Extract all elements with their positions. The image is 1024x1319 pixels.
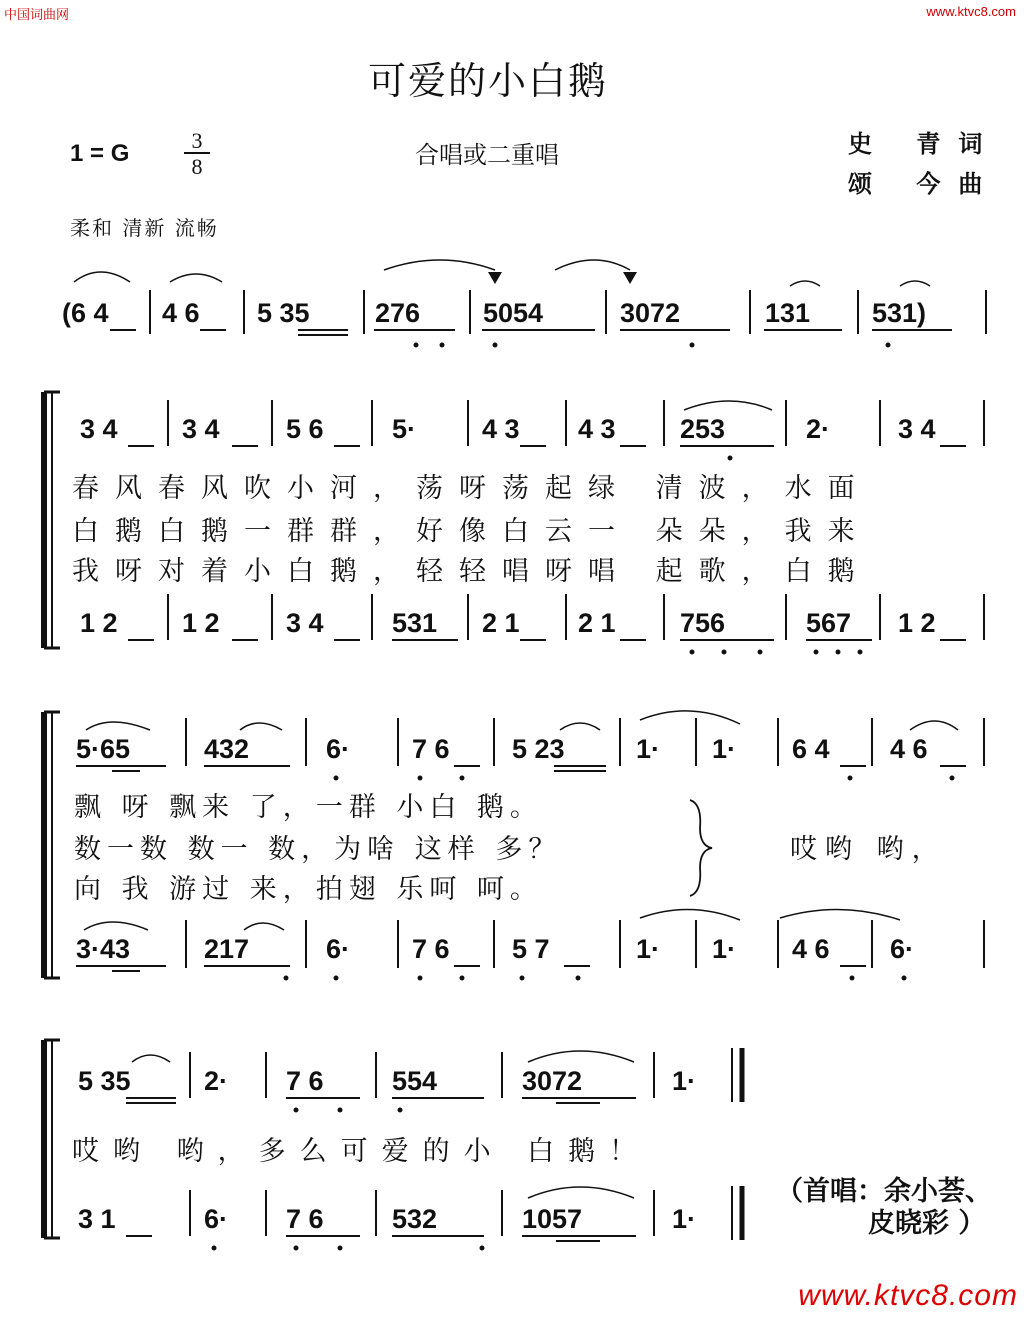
- s3l-slur: [528, 1187, 634, 1198]
- s2l-m4: 7 6: [412, 934, 450, 964]
- s3l-underlines: [126, 1236, 636, 1241]
- s2u-dots: [334, 776, 955, 781]
- s3l-m1: 3 1: [78, 1204, 116, 1234]
- system-2: [44, 711, 984, 981]
- s1u-m4: 5·: [392, 414, 417, 444]
- time-sig-bottom: 8: [191, 154, 203, 179]
- s1l-m6: 2 1: [578, 608, 616, 638]
- s2l-m3: 6·: [326, 934, 351, 964]
- s1l-m2: 1 2: [182, 608, 220, 638]
- s2l-m8: 4 6: [792, 934, 830, 964]
- intro-line: [62, 260, 986, 348]
- watermark-right: www.ktvc8.com: [926, 4, 1016, 19]
- s3l-m4: 532: [392, 1204, 438, 1234]
- s2u-m8: 6 4: [792, 734, 830, 764]
- s2u-m3: 6·: [326, 734, 351, 764]
- s1l-m3: 3 4: [286, 608, 324, 638]
- s2u-m2: 432: [204, 734, 250, 764]
- s3-note-a: （首唱：余小荟、: [776, 1176, 992, 1207]
- intro-m4: 276: [375, 298, 421, 328]
- s1u-m8: 2·: [806, 414, 831, 444]
- intro-m6: 3072: [620, 298, 681, 328]
- s2-lyric-1: 飘 呀 飘来 了，一群 小白 鹅。: [74, 792, 543, 823]
- intro-m8: 531): [872, 298, 927, 328]
- s1-lyric-3: 我呀对着小白鹅，轻轻唱呀唱 起歌，白鹅: [72, 556, 871, 587]
- s1-lyric-2: 白鹅白鹅一群群，好像白云一 朵朵，我来: [72, 516, 871, 547]
- s1-lyric-1: 春风春风吹小河，荡呀荡起绿 清波，水面: [72, 473, 871, 504]
- s3u-m3: 7 6: [286, 1066, 324, 1096]
- s1l-m8: 567: [806, 608, 852, 638]
- s3u-slurs: [132, 1051, 634, 1062]
- s3l-dots: [212, 1246, 485, 1251]
- s2l-m2: 217: [204, 934, 250, 964]
- intro-m2: 4 6: [162, 298, 200, 328]
- intro-m3: 5 35: [257, 298, 310, 328]
- system-1: [44, 392, 984, 655]
- s1u-m1: 3 4: [80, 414, 118, 444]
- s1u-m2: 3 4: [182, 414, 220, 444]
- time-sig-top: 3: [191, 128, 203, 153]
- s3-note-b: 皮晓彩 ）: [868, 1208, 986, 1239]
- s2u-m6: 1·: [636, 734, 661, 764]
- s1l-m9: 1 2: [898, 608, 936, 638]
- s2l-underlines: [76, 966, 866, 971]
- s2u-m4: 7 6: [412, 734, 450, 764]
- s2l-m7: 1·: [712, 934, 737, 964]
- s3l-m5: 1057: [522, 1204, 583, 1234]
- s3l-m2: 6·: [204, 1204, 229, 1234]
- s3-lyric: 哎哟 哟，多么可爱的小 白鹅！: [72, 1136, 651, 1167]
- s1l-m1: 1 2: [80, 608, 118, 638]
- s1l-dots: [690, 650, 863, 655]
- s1u-slur: [684, 401, 772, 410]
- song-title: 可爱的小白鹅: [368, 59, 609, 103]
- subtitle: 合唱或二重唱: [415, 141, 559, 169]
- composer-credit: 颂 今曲: [848, 169, 1001, 198]
- s1l-m7: 756: [680, 608, 726, 638]
- intro-m7: 131: [765, 298, 811, 328]
- s1u-dot: [728, 456, 733, 461]
- intro-slurs: [74, 260, 930, 286]
- s3u-dots: [294, 1108, 403, 1113]
- s3u-m2: 2·: [204, 1066, 229, 1096]
- s2l-m9: 6·: [890, 934, 915, 964]
- watermark-left: 中国词曲网: [4, 7, 70, 22]
- intro-m1: (6 4: [62, 298, 109, 328]
- s3l-m3: 7 6: [286, 1204, 324, 1234]
- s2l-m1: 3·43: [76, 934, 131, 964]
- s3u-underlines: [126, 1098, 636, 1103]
- s1l-m5: 2 1: [482, 608, 520, 638]
- intro-underlines: [110, 330, 952, 335]
- s1u-m7: 253: [680, 414, 726, 444]
- s1u-m5: 4 3: [482, 414, 520, 444]
- s1u-m3: 5 6: [286, 414, 324, 444]
- s2u-slurs: [86, 711, 958, 730]
- watermark-bottom: www.ktvc8.com: [798, 1279, 1018, 1312]
- s2-lyric-2: 数一数 数一 数，为啥 这样 多？: [74, 834, 562, 865]
- intro-m5: 5054: [483, 298, 544, 328]
- s3u-m4: 554: [392, 1066, 438, 1096]
- s3u-m1: 5 35: [78, 1066, 131, 1096]
- s1l-m4: 531: [392, 608, 438, 638]
- tempo-marking: 柔和 清新 流畅: [70, 216, 219, 240]
- s2l-m5: 5 7: [512, 934, 550, 964]
- s2-lyric-3: 向 我 游过 来，拍翅 乐呵 呵。: [74, 874, 543, 905]
- s2u-m5: 5 23: [512, 734, 565, 764]
- s2-refrain: 哎哟 哟，: [790, 834, 947, 865]
- s2l-m6: 1·: [636, 934, 661, 964]
- s2u-m7: 1·: [712, 734, 737, 764]
- s1u-m9: 3 4: [898, 414, 936, 444]
- s1u-m6: 4 3: [578, 414, 616, 444]
- s2l-dots: [284, 976, 907, 981]
- s3l-m6: 1·: [672, 1204, 697, 1234]
- s3u-m5: 3072: [522, 1066, 583, 1096]
- key-signature: 1 = G: [70, 140, 130, 167]
- s2u-m1: 5·65: [76, 734, 131, 764]
- s2u-m9: 4 6: [890, 734, 928, 764]
- lyricist-credit: 史 青词: [848, 129, 1001, 158]
- s2-lyric-brace: [690, 800, 712, 896]
- s3u-m6: 1·: [672, 1066, 697, 1096]
- s2u-underlines: [76, 766, 966, 771]
- system-3: [44, 1040, 992, 1251]
